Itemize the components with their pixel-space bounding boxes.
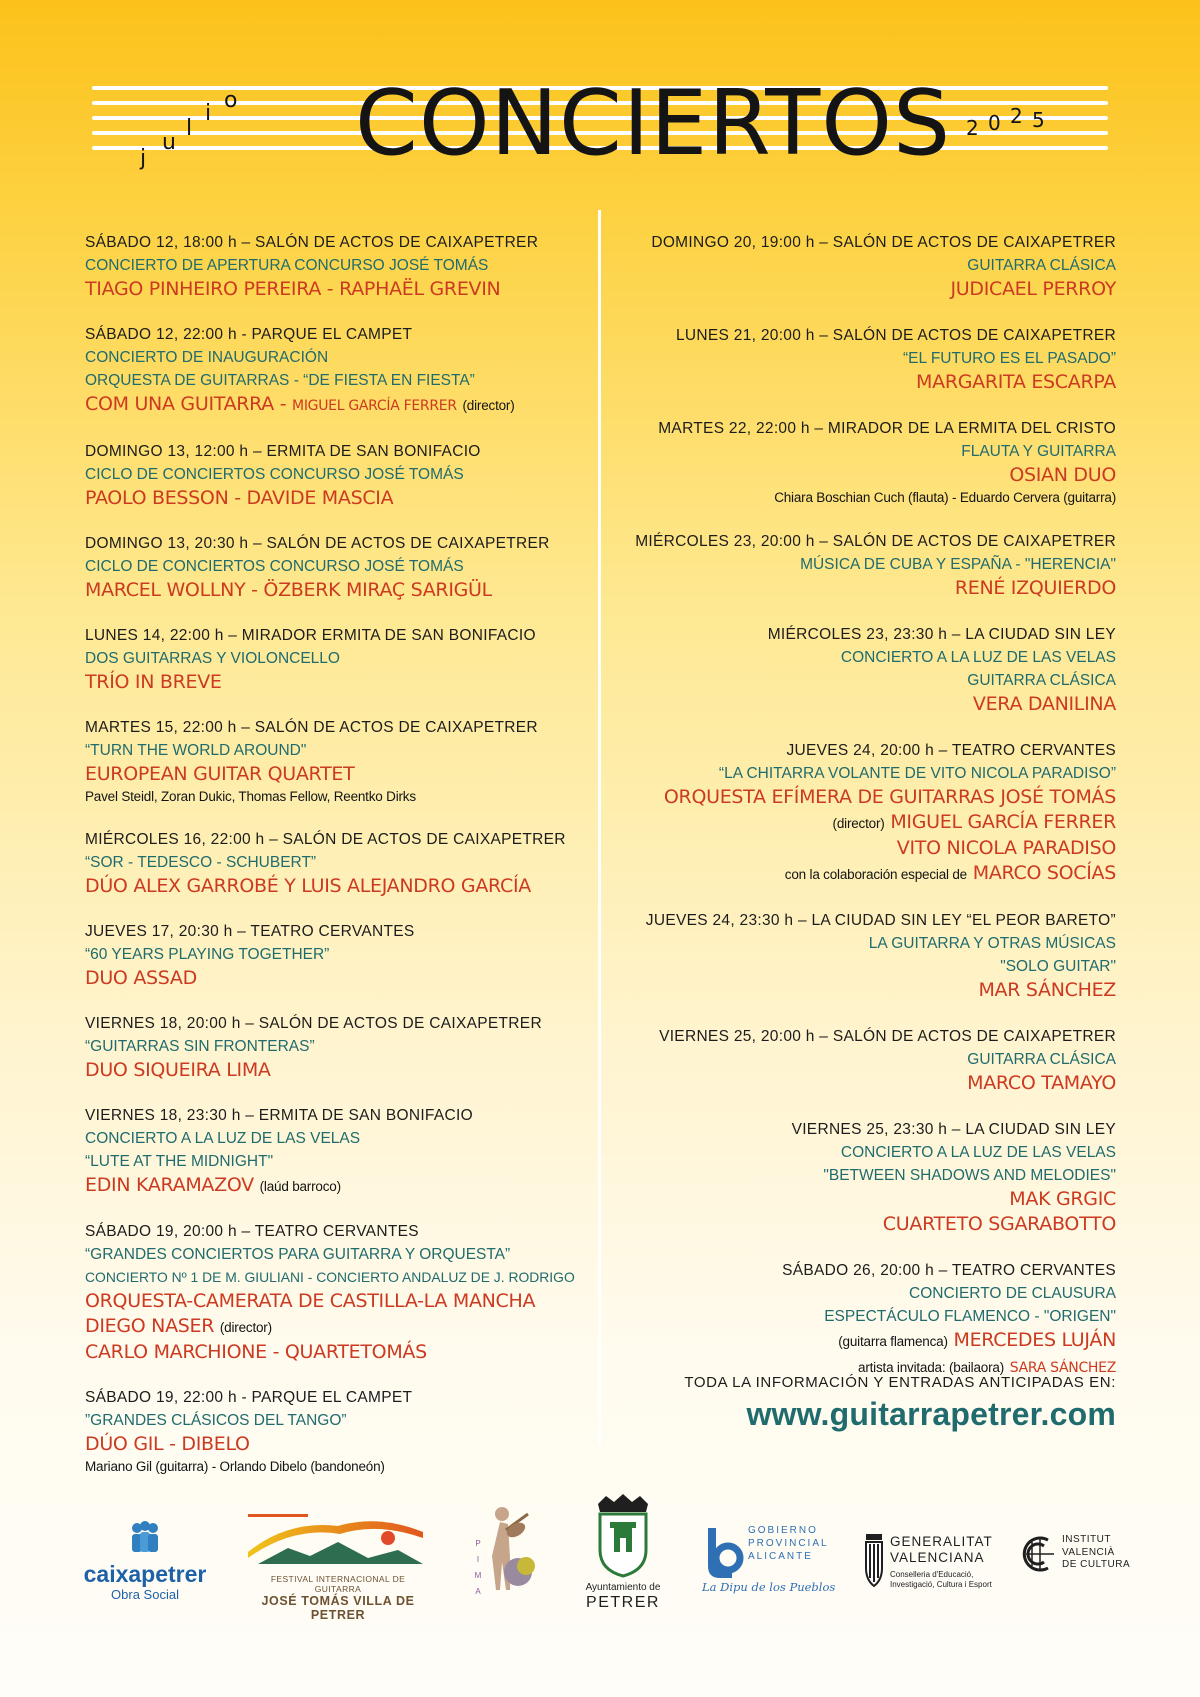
event-date: VIERNES 25, 23:30 h – LA CIUDAD SIN LEY bbox=[791, 1121, 1116, 1138]
event-performer: DUO ASSAD bbox=[85, 967, 197, 989]
event-performer: PAOLO BESSON - DAVIDE MASCIA bbox=[85, 487, 394, 509]
event-subtitle: "SOLO GUITAR" bbox=[1000, 958, 1116, 975]
event-item bbox=[85, 1221, 585, 1365]
event-performer-line bbox=[85, 966, 585, 991]
event-performer-line bbox=[620, 785, 1116, 810]
event-performer-note: (laúd barroco) bbox=[259, 1179, 341, 1194]
event-performer-line bbox=[85, 1314, 585, 1340]
event-date: SÁBADO 19, 20:00 h – TEATRO CERVANTES bbox=[85, 1223, 419, 1240]
event-performer-line bbox=[620, 463, 1116, 488]
year-digit: 2 bbox=[966, 116, 979, 140]
diputacion-text bbox=[748, 1524, 829, 1563]
event-subtitle: MÚSICA DE CUBA Y ESPAÑA - "HERENCIA" bbox=[800, 556, 1116, 573]
event-performer-note: artista invitada: (bailaora) bbox=[858, 1360, 1004, 1375]
event-note: Mariano Gil (guitarra) - Orlando Dibelo (bandoneón) bbox=[85, 1459, 385, 1474]
ivc-line2: VALENCIÀ bbox=[1062, 1546, 1115, 1558]
event-subtitle: FLAUTA Y GUITARRA bbox=[961, 443, 1116, 460]
festival-line2: JOSÉ TOMÁS VILLA DE PETRER bbox=[261, 1594, 415, 1622]
event-subtitle: ESPECTÁCULO FLAMENCO - "ORIGEN" bbox=[824, 1308, 1116, 1325]
event-performer: CUARTETO SGARABOTTO bbox=[882, 1213, 1116, 1235]
event-performer: DÚO ALEX GARROBÉ Y LUIS ALEJANDRO GARCÍA bbox=[85, 875, 531, 897]
event-performer-line bbox=[620, 1187, 1116, 1212]
event-performer-line bbox=[85, 578, 585, 603]
website-link[interactable]: www.guitarrapetrer.com bbox=[746, 1396, 1116, 1432]
festival-line1: FESTIVAL INTERNACIONAL DE GUITARRA bbox=[270, 1574, 406, 1594]
event-performer: MARGARITA ESCARPA bbox=[916, 371, 1116, 393]
event-item bbox=[85, 1105, 585, 1199]
event-performer: MAR SÁNCHEZ bbox=[978, 979, 1116, 1001]
event-performer: ORQUESTA-CAMERATA DE CASTILLA-LA MANCHA bbox=[85, 1290, 536, 1312]
event-date: SÁBADO 12, 22:00 h - PARQUE EL CAMPET bbox=[85, 326, 413, 343]
event-date: SÁBADO 12, 18:00 h – SALÓN DE ACTOS DE CAIXAPETRER bbox=[85, 234, 539, 251]
event-performer: TIAGO PINHEIRO PEREIRA - RAPHAËL GREVIN bbox=[85, 278, 501, 300]
event-performer-note: con la colaboración especial de bbox=[784, 867, 967, 882]
event-item bbox=[85, 1013, 585, 1083]
event-performer-line bbox=[85, 1173, 585, 1199]
event-item bbox=[620, 1119, 1116, 1237]
year-digit: 2 bbox=[1010, 104, 1023, 128]
generalitat-sub1: Conselleria d'Educació, bbox=[890, 1570, 974, 1579]
event-performer: ORQUESTA EFÍMERA DE GUITARRAS JOSÉ TOMÁS bbox=[663, 786, 1116, 808]
event-performer: VERA DANILINA bbox=[972, 693, 1116, 715]
event-performer-line bbox=[85, 1289, 585, 1314]
event-item bbox=[85, 625, 585, 695]
event-subtitle: “GUITARRAS SIN FRONTERAS” bbox=[85, 1038, 315, 1055]
event-item bbox=[620, 531, 1116, 601]
event-subtitle: ORQUESTA DE GUITARRAS - “DE FIESTA EN FIESTA” bbox=[85, 372, 475, 389]
event-subtitle: CONCIERTO DE APERTURA CONCURSO JOSÉ TOMÁS bbox=[85, 257, 489, 274]
event-date: MIÉRCOLES 16, 22:00 h – SALÓN DE ACTOS DE CAIXAPETRER bbox=[85, 831, 566, 848]
ayuntamiento-line1: Ayuntamiento de bbox=[585, 1582, 661, 1593]
event-note: Chiara Boschian Cuch (flauta) - Eduardo Cervera (guitarra) bbox=[774, 490, 1116, 505]
event-item bbox=[620, 624, 1116, 717]
ivc-c-icon bbox=[1018, 1532, 1058, 1576]
event-item bbox=[85, 324, 585, 419]
generalitat-logo bbox=[862, 1532, 1002, 1602]
ivc-line3: DE CULTURA bbox=[1062, 1559, 1131, 1570]
events-column-right bbox=[620, 232, 1116, 1404]
event-date: SÁBADO 19, 22:00 h - PARQUE EL CAMPET bbox=[85, 1389, 413, 1406]
diputacion-a-icon bbox=[702, 1524, 744, 1578]
event-performer: MAK GRGIC bbox=[1009, 1188, 1116, 1210]
diputacion-line2: PROVINCIAL bbox=[748, 1538, 829, 1549]
event-subtitle: CONCIERTO A LA LUZ DE LAS VELAS bbox=[840, 649, 1116, 666]
event-subtitle: GUITARRA CLÁSICA bbox=[967, 672, 1116, 689]
ivc-logo bbox=[1018, 1532, 1131, 1592]
generalitat-text bbox=[890, 1534, 993, 1566]
event-item bbox=[85, 533, 585, 603]
event-date: SÁBADO 26, 20:00 h – TEATRO CERVANTES bbox=[782, 1262, 1116, 1279]
month-letter: o bbox=[224, 88, 238, 113]
event-item bbox=[620, 910, 1116, 1003]
pima-logo bbox=[470, 1500, 550, 1600]
event-date: JUEVES 24, 20:00 h – TEATRO CERVANTES bbox=[786, 742, 1116, 759]
diputacion-tagline: La Dipu de los Pueblos bbox=[702, 1580, 836, 1594]
event-performer-extra: MIGUEL GARCÍA FERRER bbox=[292, 398, 457, 414]
year-digit: 0 bbox=[988, 111, 1001, 135]
event-item bbox=[85, 921, 585, 991]
event-item bbox=[620, 418, 1116, 508]
event-performer-line bbox=[85, 874, 585, 899]
event-item bbox=[620, 740, 1116, 887]
event-date: JUEVES 24, 23:30 h – LA CIUDAD SIN LEY “EL PEOR BARETO” bbox=[645, 912, 1116, 929]
festival-landscape-icon bbox=[248, 1512, 428, 1570]
event-subtitle: “EL FUTURO ES EL PASADO” bbox=[902, 350, 1116, 367]
month-letter: j bbox=[140, 146, 147, 171]
generalitat-subtext bbox=[890, 1570, 992, 1590]
event-item bbox=[620, 1026, 1116, 1096]
year-digit: 5 bbox=[1032, 108, 1045, 132]
event-performer-line bbox=[620, 810, 1116, 836]
event-performer-line bbox=[620, 576, 1116, 601]
event-subtitle: “LA CHITARRA VOLANTE DE VITO NICOLA PARADISO” bbox=[718, 765, 1116, 782]
event-performer: DUO SIQUEIRA LIMA bbox=[85, 1059, 271, 1081]
event-performer-note: (guitarra flamenca) bbox=[838, 1334, 948, 1349]
event-performer: DÚO GIL - DIBELO bbox=[85, 1433, 250, 1455]
events-column-left bbox=[85, 232, 585, 1499]
event-performer-line bbox=[620, 836, 1116, 861]
event-item bbox=[85, 1387, 585, 1477]
event-subtitle: CONCIERTO A LA LUZ DE LAS VELAS bbox=[840, 1144, 1116, 1161]
event-performer-note: (director) bbox=[832, 816, 885, 831]
event-subtitle: CICLO DE CONCIERTOS CONCURSO JOSÉ TOMÁS bbox=[85, 558, 464, 575]
event-performer-line bbox=[620, 1071, 1116, 1096]
event-subtitle: GUITARRA CLÁSICA bbox=[967, 1051, 1116, 1068]
event-subtitle: DOS GUITARRAS Y VIOLONCELLO bbox=[85, 650, 340, 667]
pima-letters: P I M A bbox=[474, 1539, 482, 1596]
event-date: MIÉRCOLES 23, 23:30 h – LA CIUDAD SIN LEY bbox=[767, 626, 1116, 643]
event-date: VIERNES 18, 23:30 h – ERMITA DE SAN BONIFACIO bbox=[85, 1107, 473, 1124]
event-date: DOMINGO 20, 19:00 h – SALÓN DE ACTOS DE CAIXAPETRER bbox=[651, 234, 1116, 251]
event-subtitle: CONCIERTO DE CLAUSURA bbox=[909, 1285, 1116, 1302]
event-note: Pavel Steidl, Zoran Dukic, Thomas Fellow, Reentko Dirks bbox=[85, 789, 416, 804]
event-date: MARTES 22, 22:00 h – MIRADOR DE LA ERMITA DEL CRISTO bbox=[658, 420, 1116, 437]
event-subtitle: “60 YEARS PLAYING TOGETHER” bbox=[85, 946, 330, 963]
event-date: VIERNES 25, 20:00 h – SALÓN DE ACTOS DE CAIXAPETRER bbox=[659, 1028, 1116, 1045]
diputacion-line1: GOBIERNO bbox=[748, 1525, 818, 1536]
sponsor-logos bbox=[0, 1490, 1200, 1630]
event-performer: CARLO MARCHIONE - QUARTETOMÁS bbox=[85, 1341, 427, 1363]
event-performer: JUDICAEL PERROY bbox=[950, 278, 1116, 300]
event-performer-line bbox=[620, 692, 1116, 717]
event-date: DOMINGO 13, 12:00 h – ERMITA DE SAN BONIFACIO bbox=[85, 443, 481, 460]
caixapetrer-logo bbox=[80, 1520, 210, 1600]
event-performer-line bbox=[85, 392, 585, 419]
event-subtitle: ”GRANDES CLÁSICOS DEL TANGO” bbox=[85, 1412, 347, 1429]
event-performer-line bbox=[85, 1432, 585, 1457]
event-performer: MIGUEL GARCÍA FERRER bbox=[890, 811, 1116, 833]
event-performer-line bbox=[85, 670, 585, 695]
event-subtitle: “GRANDES CONCIERTOS PARA GUITARRA Y ORQUESTA” bbox=[85, 1246, 511, 1263]
event-subtitle: CONCIERTO A LA LUZ DE LAS VELAS bbox=[85, 1130, 361, 1147]
event-performer: MARCO SOCÍAS bbox=[972, 862, 1116, 884]
ivc-line1: INSTITUT bbox=[1062, 1534, 1111, 1545]
event-subtitle: CONCIERTO Nº 1 DE M. GIULIANI - CONCIERTO ANDALUZ DE J. RODRIGO bbox=[85, 1269, 575, 1285]
poster-header bbox=[0, 0, 1200, 200]
event-performer-note: (director) bbox=[219, 1320, 272, 1335]
festival-logo bbox=[248, 1512, 428, 1622]
event-performer-line bbox=[85, 1058, 585, 1083]
ivc-text bbox=[1062, 1534, 1130, 1572]
event-item bbox=[620, 325, 1116, 395]
event-performer-note: (director) bbox=[462, 398, 515, 413]
event-performer-line bbox=[620, 1328, 1116, 1354]
event-subtitle: CONCIERTO DE INAUGURACIÓN bbox=[85, 349, 329, 366]
event-performer: SARA SÁNCHEZ bbox=[1009, 1360, 1116, 1376]
event-item bbox=[85, 717, 585, 807]
event-subtitle: GUITARRA CLÁSICA bbox=[967, 257, 1116, 274]
event-performer: MARCO TAMAYO bbox=[967, 1072, 1116, 1094]
event-date: LUNES 21, 20:00 h – SALÓN DE ACTOS DE CAIXAPETRER bbox=[676, 327, 1116, 344]
event-subtitle: CICLO DE CONCIERTOS CONCURSO JOSÉ TOMÁS bbox=[85, 466, 464, 483]
event-performer-line bbox=[85, 1340, 585, 1365]
month-letter: u bbox=[162, 130, 176, 155]
caixapetrer-sub: Obra Social bbox=[111, 1587, 179, 1602]
info-label: TODA LA INFORMACIÓN Y ENTRADAS ANTICIPADAS EN: bbox=[684, 1374, 1116, 1391]
generalitat-crest-icon bbox=[862, 1532, 886, 1588]
event-performer: MERCEDES LUJÁN bbox=[953, 1329, 1116, 1351]
event-performer-line bbox=[620, 861, 1116, 887]
event-item bbox=[85, 441, 585, 511]
event-performer-line bbox=[85, 762, 585, 787]
event-performer: DIEGO NASER bbox=[85, 1315, 215, 1337]
event-item bbox=[620, 232, 1116, 302]
event-item bbox=[85, 829, 585, 899]
generalitat-line2: VALENCIANA bbox=[890, 1550, 985, 1565]
event-performer-line bbox=[85, 277, 585, 302]
generalitat-line1: GENERALITAT bbox=[890, 1534, 993, 1549]
event-performer: OSIAN DUO bbox=[1009, 464, 1116, 486]
event-item bbox=[620, 1260, 1116, 1381]
event-performer: VITO NICOLA PARADISO bbox=[896, 837, 1116, 859]
caixapetrer-name: caixapetrer bbox=[83, 1561, 207, 1587]
event-subtitle: “SOR - TEDESCO - SCHUBERT” bbox=[85, 854, 317, 871]
event-performer-line bbox=[85, 486, 585, 511]
event-subtitle: LA GUITARRA Y OTRAS MÚSICAS bbox=[868, 935, 1116, 952]
event-subtitle: “TURN THE WORLD AROUND" bbox=[85, 742, 307, 759]
event-item bbox=[85, 232, 585, 302]
event-performer: RENÉ IZQUIERDO bbox=[954, 577, 1116, 599]
event-date: VIERNES 18, 20:00 h – SALÓN DE ACTOS DE CAIXAPETRER bbox=[85, 1015, 542, 1032]
event-subtitle: “LUTE AT THE MIDNIGHT" bbox=[85, 1153, 274, 1170]
event-date: JUEVES 17, 20:30 h – TEATRO CERVANTES bbox=[85, 923, 415, 940]
event-performer: MARCEL WOLLNY - ÖZBERK MIRAÇ SARIGÜL bbox=[85, 579, 492, 601]
event-performer: EUROPEAN GUITAR QUARTET bbox=[85, 763, 355, 785]
generalitat-sub2: Investigació, Cultura i Esport bbox=[890, 1580, 992, 1589]
event-date: MIÉRCOLES 23, 20:00 h – SALÓN DE ACTOS DE CAIXAPETRER bbox=[635, 533, 1116, 550]
event-performer-line bbox=[620, 1212, 1116, 1237]
event-performer-line bbox=[620, 370, 1116, 395]
event-subtitle: "BETWEEN SHADOWS AND MELODIES" bbox=[823, 1167, 1116, 1184]
diputacion-logo bbox=[702, 1524, 836, 1604]
event-date: MARTES 15, 22:00 h – SALÓN DE ACTOS DE CAIXAPETRER bbox=[85, 719, 538, 736]
event-performer-line bbox=[620, 978, 1116, 1003]
month-letter: i bbox=[205, 101, 212, 126]
event-performer: EDIN KARAMAZOV bbox=[85, 1174, 254, 1196]
page-title: CONCIERTOS bbox=[355, 71, 952, 176]
coat-of-arms-icon bbox=[592, 1494, 654, 1578]
event-performer: COM UNA GUITARRA - bbox=[85, 393, 293, 415]
month-letter: l bbox=[186, 116, 193, 141]
event-performer-line bbox=[620, 277, 1116, 302]
diputacion-line3: ALICANTE bbox=[748, 1551, 813, 1562]
ayuntamiento-line2: PETRER bbox=[586, 1594, 660, 1611]
ayuntamiento-logo bbox=[583, 1494, 663, 1614]
caixapetrer-people-icon bbox=[80, 1520, 210, 1560]
event-performer: TRÍO IN BREVE bbox=[85, 671, 222, 693]
event-date: LUNES 14, 22:00 h – MIRADOR ERMITA DE SAN BONIFACIO bbox=[85, 627, 536, 644]
column-divider bbox=[598, 210, 601, 1445]
event-date: DOMINGO 13, 20:30 h – SALÓN DE ACTOS DE CAIXAPETRER bbox=[85, 535, 550, 552]
